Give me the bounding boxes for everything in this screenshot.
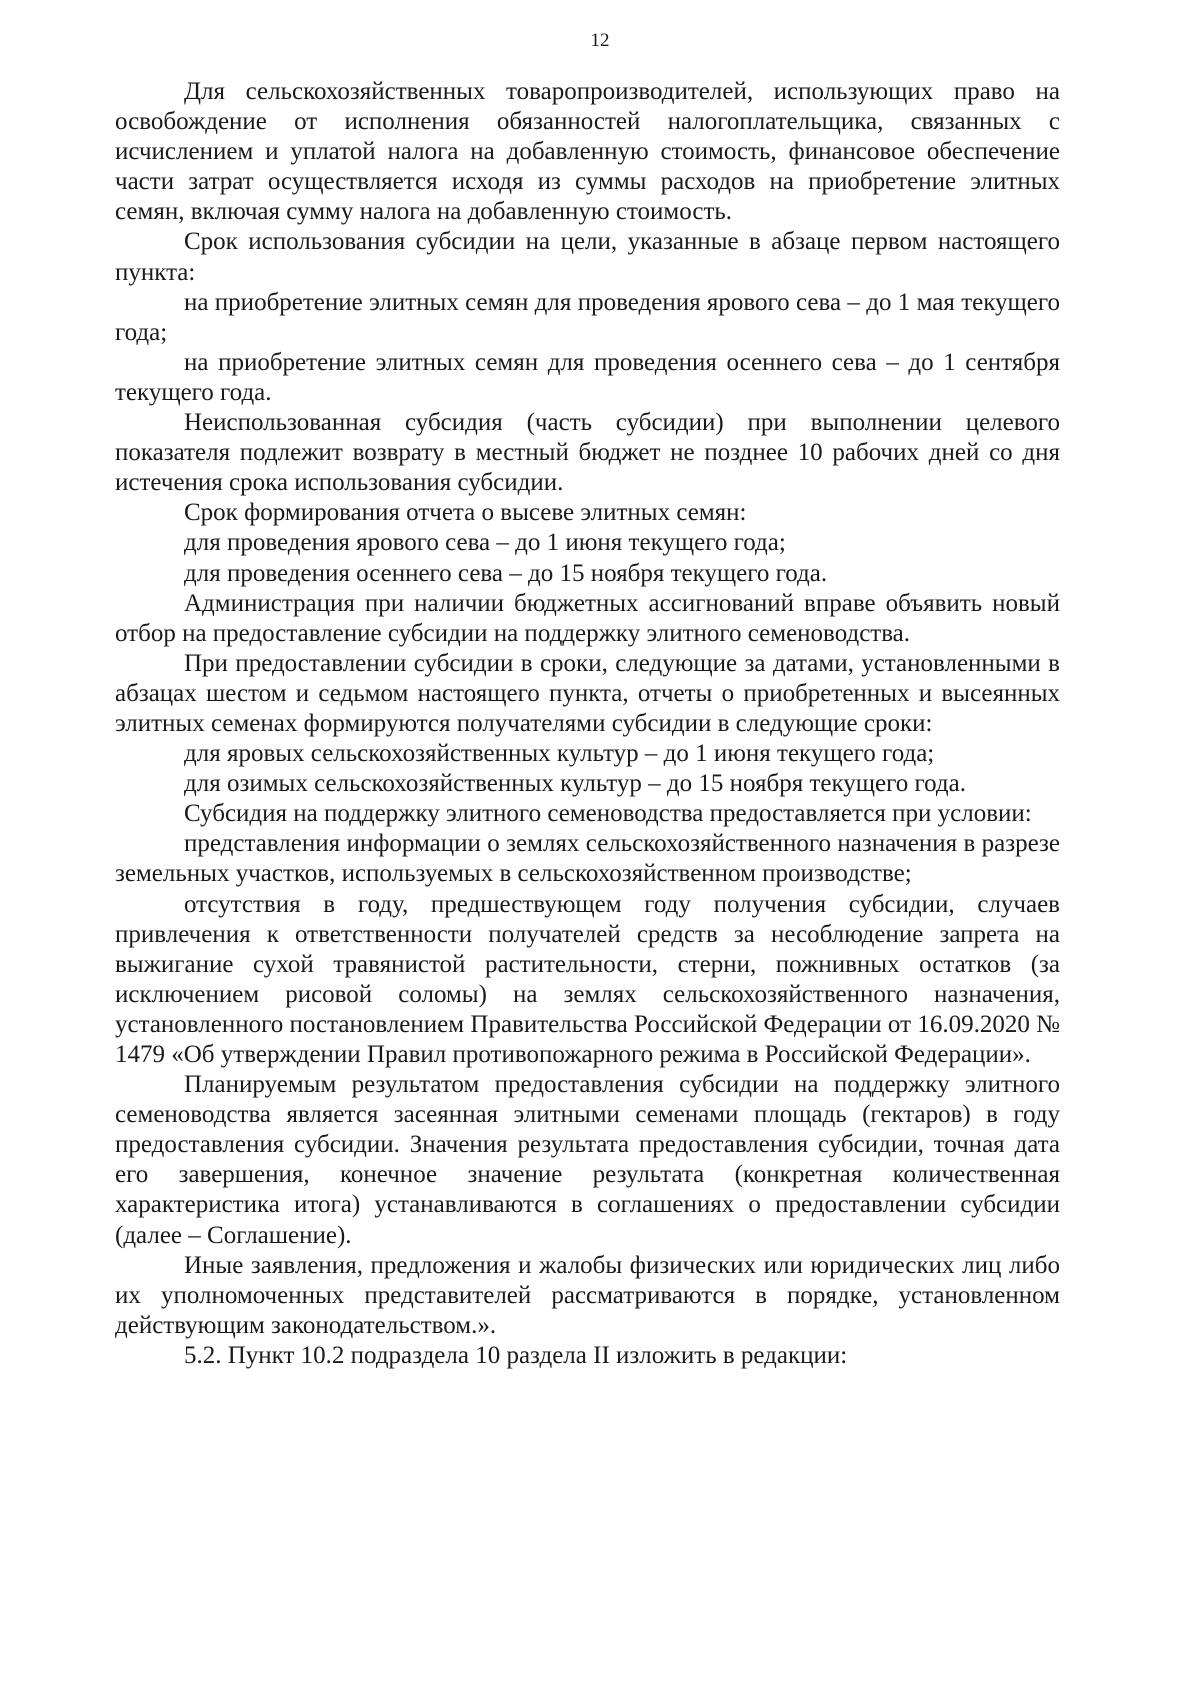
paragraph: отсутствия в году, предшествующем году получения субсидии, случаев привлечения к ответственности получателей средств за несоблюдение запрета на выжигание сухой травянистой растительности, стерни, пожнивных остатков (за исключением рисовой соломы) на землях сельскохозяйственного назначения, установленного постановлением Правительства Российской Федерации от 16.09.2020 № 1479 «Об утверждении Правил противопожарного режима в Российской Федерации». — [115, 890, 1060, 1068]
paragraph: для яровых сельскохозяйственных культур – до 1 июня текущего года; — [184, 740, 935, 768]
document-body — [115, 77, 1060, 1371]
paragraph: Субсидия на поддержку элитного семеноводства предоставляется при условии: — [184, 800, 1032, 828]
paragraph: для проведения осеннего сева – до 15 ноября текущего года. — [184, 559, 828, 587]
paragraph: Срок формирования отчета о высеве элитных семян: — [184, 499, 747, 527]
paragraph: Иные заявления, предложения и жалобы физических или юридических лиц либо их уполномоченных представителей рассматриваются в порядке, установленном действующим законодательством.». — [115, 1251, 1060, 1339]
page-number: 12 — [590, 30, 610, 51]
paragraph: При предоставлении субсидии в сроки, следующие за датами, установленными в абзацах шестом и седьмом настоящего пункта, отчеты о приобретенных и высеянных элитных семенах формируются получателями субсидии в следующие сроки: — [115, 649, 1060, 737]
paragraph: Срок использования субсидии на цели, указанные в абзаце первом настоящего пункта: — [115, 228, 1060, 286]
paragraph: Неиспользованная субсидия (часть субсидии) при выполнении целевого показателя подлежит возврату в местный бюджет не позднее 10 рабочих дней со дня истечения срока использования субсидии. — [115, 409, 1060, 497]
paragraph: представления информации о землях сельскохозяйственного назначения в разрезе земельных участков, используемых в сельскохозяйственном производстве; — [115, 830, 1060, 888]
paragraph: 5.2. Пункт 10.2 подраздела 10 раздела II изложить в редакции: — [184, 1341, 848, 1369]
paragraph: для озимых сельскохозяйственных культур – до 15 ноября текущего года. — [184, 770, 966, 798]
paragraph: Для сельскохозяйственных товаропроизводителей, использующих право на освобождение от исполнения обязанностей налогоплательщика, связанных с исчислением и уплатой налога на добавленную стоимость, финансовое обеспечение части затрат осуществляется исходя из суммы расходов на приобретение элитных семян, включая сумму налога на добавленную стоимость. — [115, 78, 1060, 226]
paragraph: для проведения ярового сева – до 1 июня текущего года; — [184, 529, 786, 557]
paragraph: Планируемым результатом предоставления субсидии на поддержку элитного семеноводства является засеянная элитными семенами площадь (гектаров) в году предоставления субсидии. Значения результата предоставления субсидии, точная дата его завершения, конечное значение результата (конкретная количественная характеристика итога) устанавливаются в соглашениях о предоставлении субсидии (далее – Соглашение). — [115, 1071, 1060, 1249]
paragraph: на приобретение элитных семян для проведения ярового сева – до 1 мая текущего года; — [115, 288, 1060, 346]
paragraph: Администрация при наличии бюджетных ассигнований вправе объявить новый отбор на предоставление субсидии на поддержку элитного семеноводства. — [115, 589, 1060, 647]
paragraph: на приобретение элитных семян для проведения осеннего сева – до 1 сентября текущего года. — [115, 348, 1060, 406]
